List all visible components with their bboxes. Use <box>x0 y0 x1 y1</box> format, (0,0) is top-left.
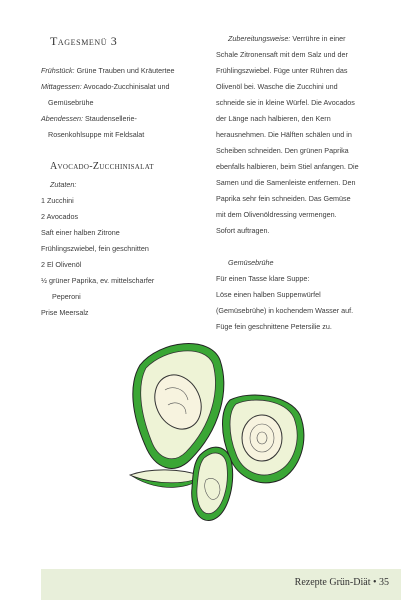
footer-bar <box>41 569 401 600</box>
meal-text: Grüne Trauben und Kräutertee <box>76 66 175 75</box>
preparation-line: Paprika sehr fein schneiden. Das Gemüse <box>216 194 351 203</box>
meal-lunch-cont: Gemüsebrühe <box>48 98 94 107</box>
page-number: 35 <box>379 577 389 588</box>
preparation-text: Verrühre in einer <box>292 34 346 43</box>
meal-label: Frühstück: <box>41 66 75 75</box>
preparation-line: Scheiben schneiden. Den grünen Paprika <box>216 146 349 155</box>
meal-lunch <box>41 82 170 92</box>
preparation-line: Schale Zitronensaft mit dem Salz und der <box>216 50 348 59</box>
preparation-line: ebenfalls halbieren, beim Stiel anfangen. Die <box>216 162 359 171</box>
preparation-line: Frühlingszwiebel. Füge unter Rühren das <box>216 66 348 75</box>
meal-dinner <box>41 114 137 124</box>
ingredient-item: Saft einer halben Zitrone <box>41 228 120 237</box>
preparation-line: herausnehmen. Die Hälften schälen und in <box>216 130 352 139</box>
preparation-line: Sofort auftragen. <box>216 226 270 235</box>
ingredient-item: Frühlingszwiebel, fein geschnitten <box>41 244 149 253</box>
preparation-line: Samen und die Samenleiste entfernen. Den <box>216 178 356 187</box>
broth-line: Füge fein geschnittene Petersilie zu. <box>216 322 332 331</box>
avocado-slice-bottom <box>130 470 202 487</box>
ingredient-item: 1 Zucchini <box>41 196 74 205</box>
meal-text: Staudensellerie- <box>84 114 137 123</box>
preparation-line: schneide sie in kleine Würfel. Die Avocados <box>216 98 355 107</box>
broth-heading: Gemüsebrühe <box>228 258 274 267</box>
ingredient-item: ½ grüner Paprika, ev. mittelscharfer <box>41 276 155 285</box>
preparation-line: mit dem Olivenöldressing vermengen. <box>216 210 337 219</box>
footer-bullet: • <box>372 577 377 588</box>
menu-title: Tagesmenü 3 <box>50 34 118 48</box>
preparation-line: der Länge nach halbieren, den Kern <box>216 114 331 123</box>
meal-label: Mittagessen: <box>41 82 82 91</box>
footer-text <box>295 577 389 588</box>
meal-breakfast <box>41 66 174 76</box>
ingredient-item: 2 Avocados <box>41 212 79 221</box>
recipe-title: Avocado-Zucchinisalat <box>50 161 154 172</box>
meal-label: Abendessen: <box>41 114 83 123</box>
preparation-first-line <box>228 34 345 44</box>
book-title: Rezepte Grün-Diät <box>294 577 371 588</box>
broth-line: Für einen Tasse klare Suppe: <box>216 274 310 283</box>
ingredient-item: Peperoni <box>52 292 81 301</box>
ingredient-item: Prise Meersalz <box>41 308 89 317</box>
meal-text: Avocado-Zucchinisalat und <box>83 82 170 91</box>
broth-line: Löse einen halben Suppenwürfel <box>216 290 321 299</box>
broth-line: (Gemüsebrühe) in kochendem Wasser auf. <box>216 306 354 315</box>
preparation-label: Zubereitungsweise: <box>228 34 291 43</box>
ingredients-heading: Zutaten: <box>50 180 77 189</box>
meal-dinner-cont: Rosenkohlsuppe mit Feldsalat <box>48 130 145 139</box>
avocado-piece-center <box>192 447 233 520</box>
ingredient-item: 2 El Olivenöl <box>41 260 82 269</box>
avocado-half-right <box>223 395 304 483</box>
preparation-line: Olivenöl bei. Wasche die Zucchini und <box>216 82 338 91</box>
avocado-illustration <box>120 330 320 530</box>
